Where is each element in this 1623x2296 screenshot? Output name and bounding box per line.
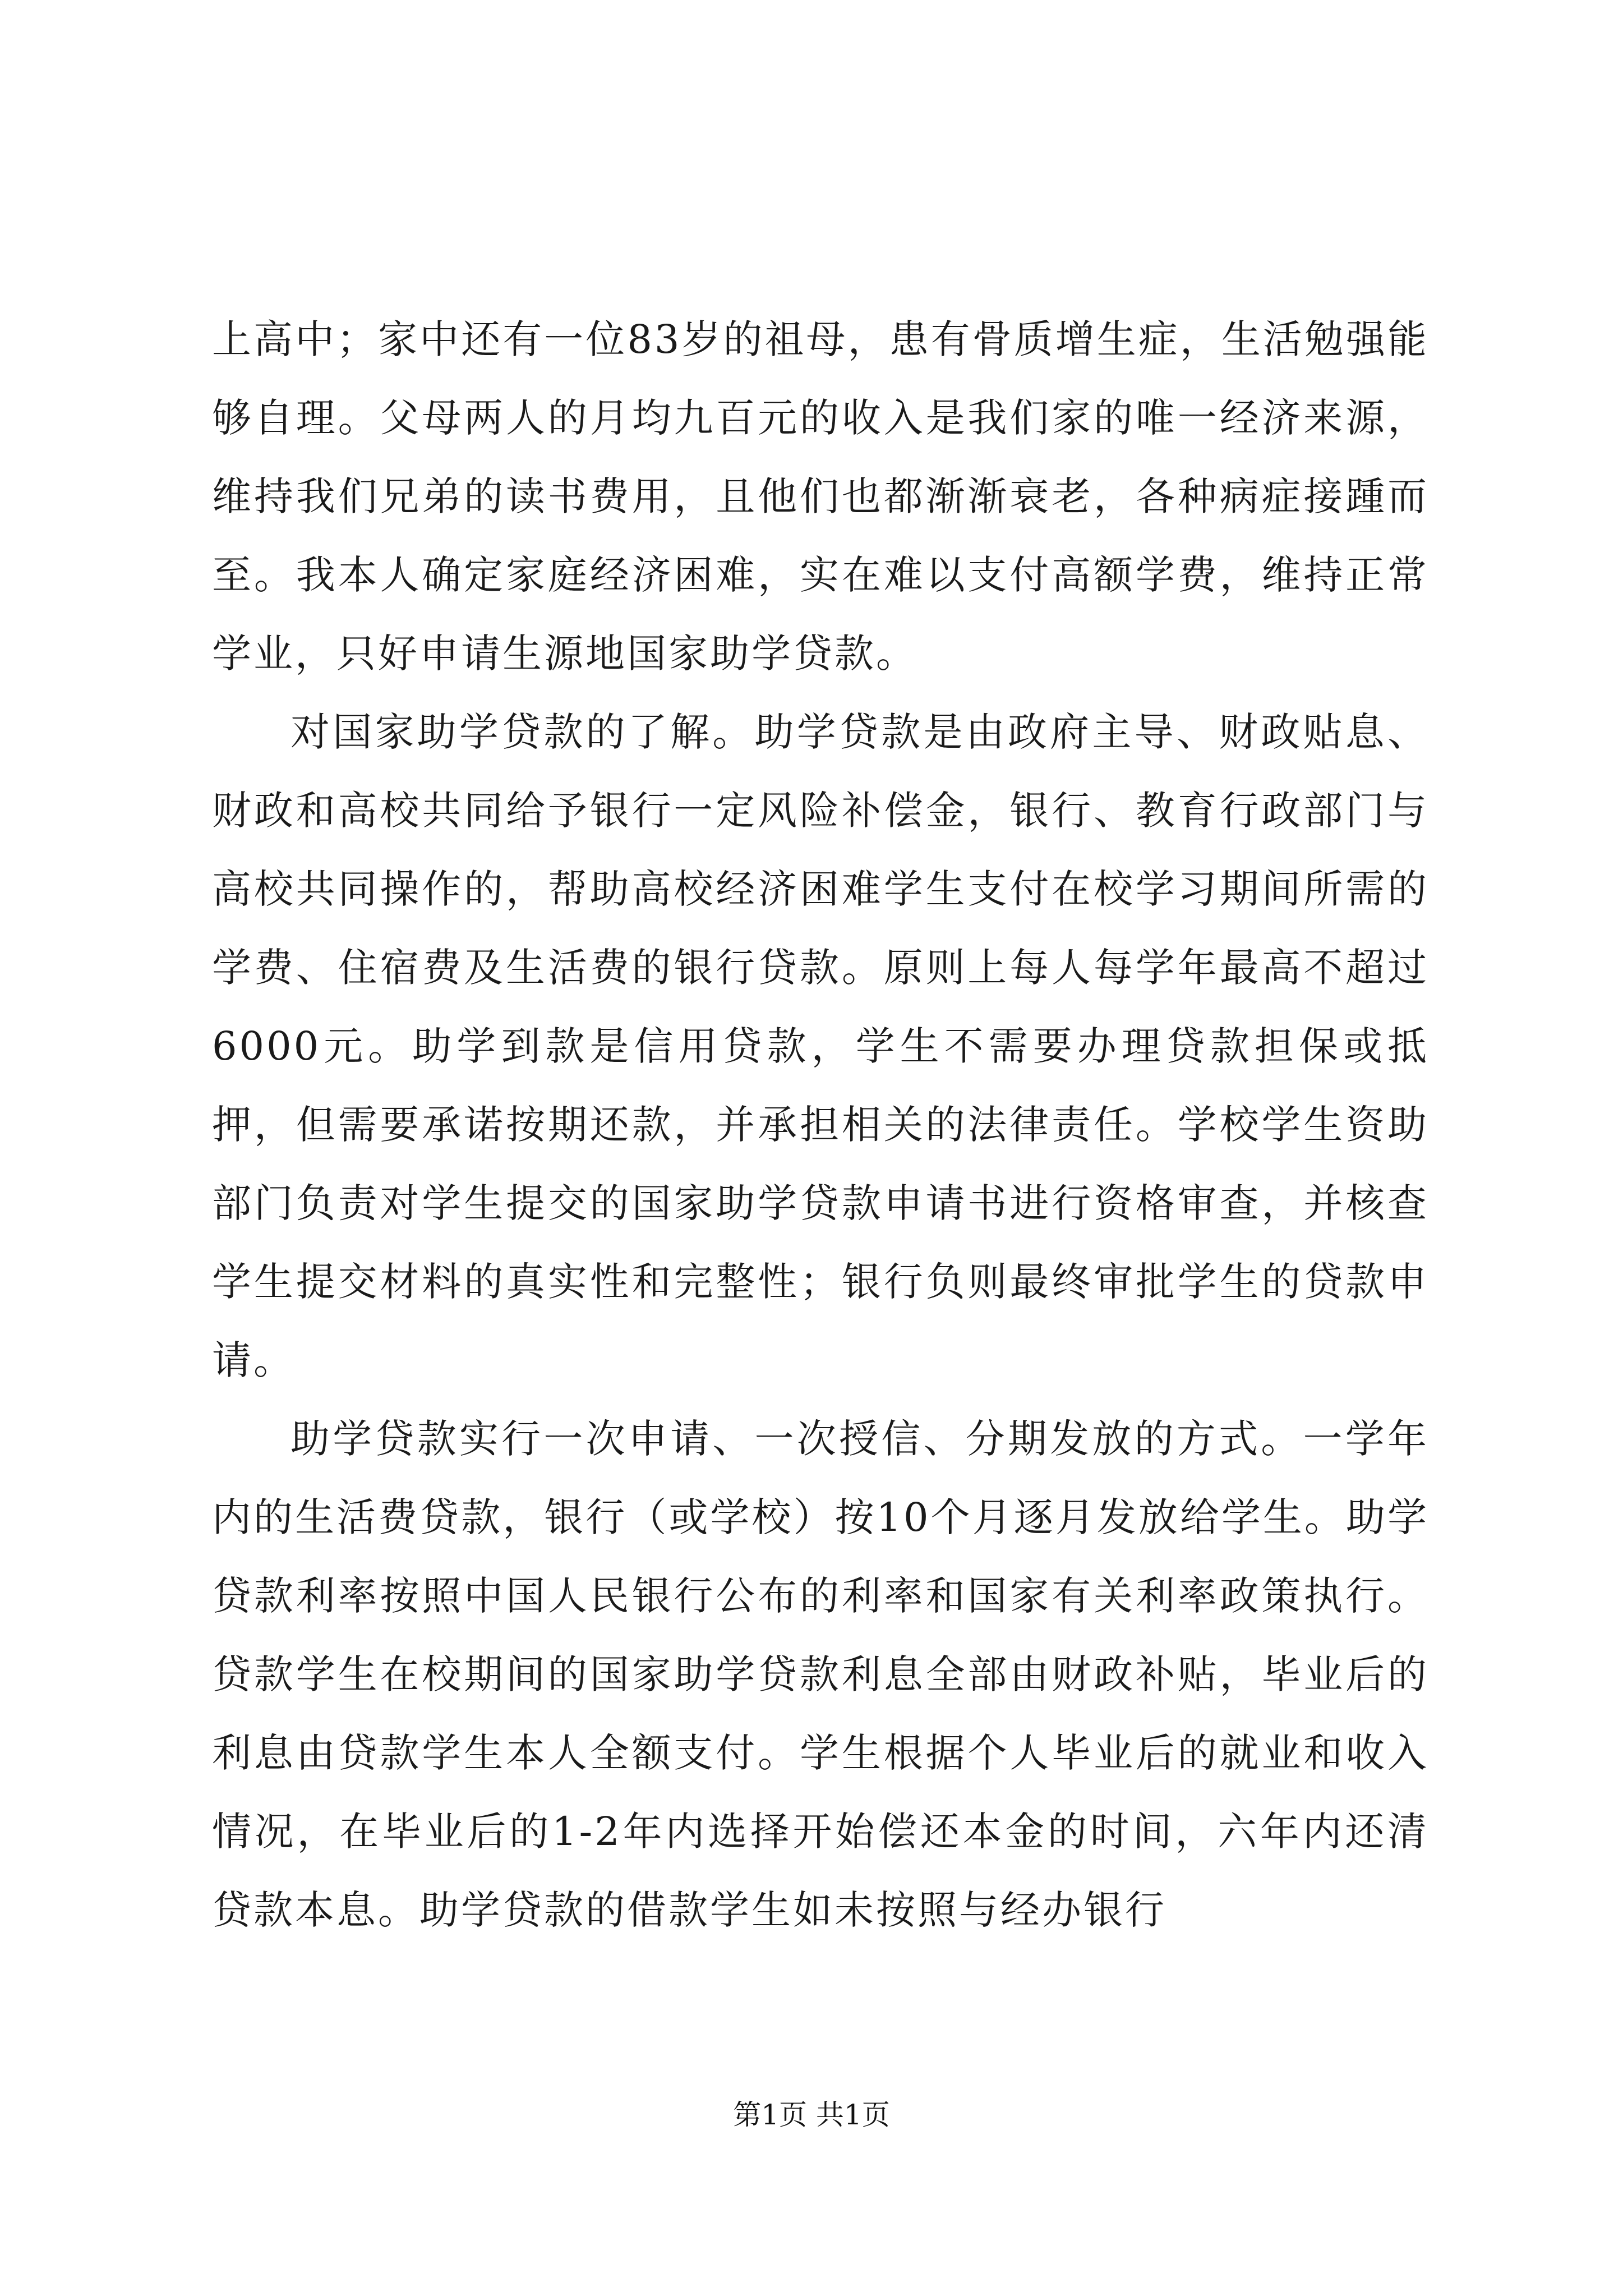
paragraph-3: 助学贷款实行一次申请、一次授信、分期发放的方式。一学年内的生活费贷款，银行（或学校）按10个月逐月发放给学生。助学贷款利率按照中国人民银行公布的利率和国家有关利率政策执行。贷款学生在校期间的国家助学贷款利息全部由财政补贴，毕业后的利息由贷款学生本人全额支付。学生根据个人毕业后的就业和收入情况，在毕业后的1-2年内选择开始偿还本金的时间，六年内还清贷款本息。助学贷款的借款学生如未按照与经办银行 bbox=[212, 1416, 1429, 1933]
paragraph-1: 上高中；家中还有一位83岁的祖母，患有骨质增生症，生活勉强能够自理。父母两人的月均九百元的收入是我们家的唯一经济来源，维持我们兄弟的读书费用，且他们也都渐渐衰老，各种病症接踵而至。我本人确定家庭经济困难，实在难以支付高额学费，维持正常学业，只好申请生源地国家助学贷款。 bbox=[212, 316, 1429, 677]
page-footer bbox=[0, 2098, 1623, 2132]
page-number-label: 第1页 共1页 bbox=[733, 2099, 890, 2131]
document-body bbox=[212, 300, 1429, 1949]
paragraph-2: 对国家助学贷款的了解。助学贷款是由政府主导、财政贴息、财政和高校共同给予银行一定风险补偿金，银行、教育行政部门与高校共同操作的，帮助高校经济困难学生支付在校学习期间所需的学费、住宿费及生活费的银行贷款。原则上每人每学年最高不超过6000元。助学到款是信用贷款，学生不需要办理贷款担保或抵押，但需要承诺按期还款，并承担相关的法律责任。学校学生资助部门负责对学生提交的国家助学贷款申请书进行资格审查，并核查学生提交材料的真实性和完整性；银行负则最终审批学生的贷款申请。 bbox=[212, 709, 1429, 1383]
